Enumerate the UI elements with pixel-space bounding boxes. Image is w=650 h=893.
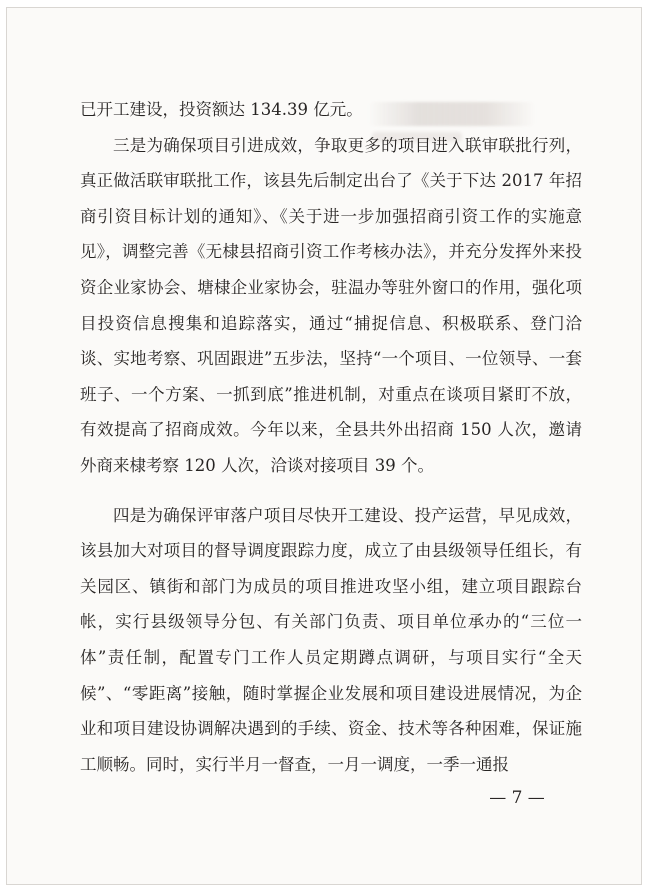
document-body (80, 92, 582, 782)
paragraph-four: 四是为确保评审落户项目尽快开工建设、投产运营，早见成效，该县加大对项目的督导调度跟踪力度，成立了由县级领导任组长，有关园区、镇街和部门为成员的项目推进攻坚小组，建立项目跟踪台帐，实行县级领导分包、有关部门负责、项目单位承办的“三位一体”责任制，配置专门工作人员定期蹲点调研，与项目实行“全天候”、“零距离”接触，随时掌握企业发展和项目建设进展情况，为企业和项目建设协调解决遇到的手续、资金、技术等各种困难，保证施工顺畅。同时，实行半月一督查，一月一调度，一季一通报 (80, 505, 582, 774)
paragraph-three: 三是为确保项目引进成效，争取更多的项目进入联审联批行列，真正做活联审联批工作，该县先后制定出台了《关于下达 2017 年招商引资目标计划的通知》、《关于进一步加强招商引资工作的实施意见》，调整完善《无棣县招商引资工作考核办法》，并充分发挥外来投资企业家协会、塘棣企业家协会，驻温办等驻外窗口的作用，强化项目投资信息搜集和追踪落实，通过“捕捉信息、积极联系、登门洽谈、实地考察、巩固跟进”五步法，坚持“一个项目、一位领导、一套班子、一个方案、一抓到底”推进机制，对重点在谈项目紧盯不放，有效提高了招商成效。今年以来，全县共外出招商 150 人次，邀请外商来棣考察 120 人次，洽谈对接项目 39 个。 (80, 135, 582, 475)
paragraph-continuation: 已开工建设，投资额达 134.39 亿元。 (80, 100, 363, 119)
page-number: — 7 — (489, 788, 545, 808)
